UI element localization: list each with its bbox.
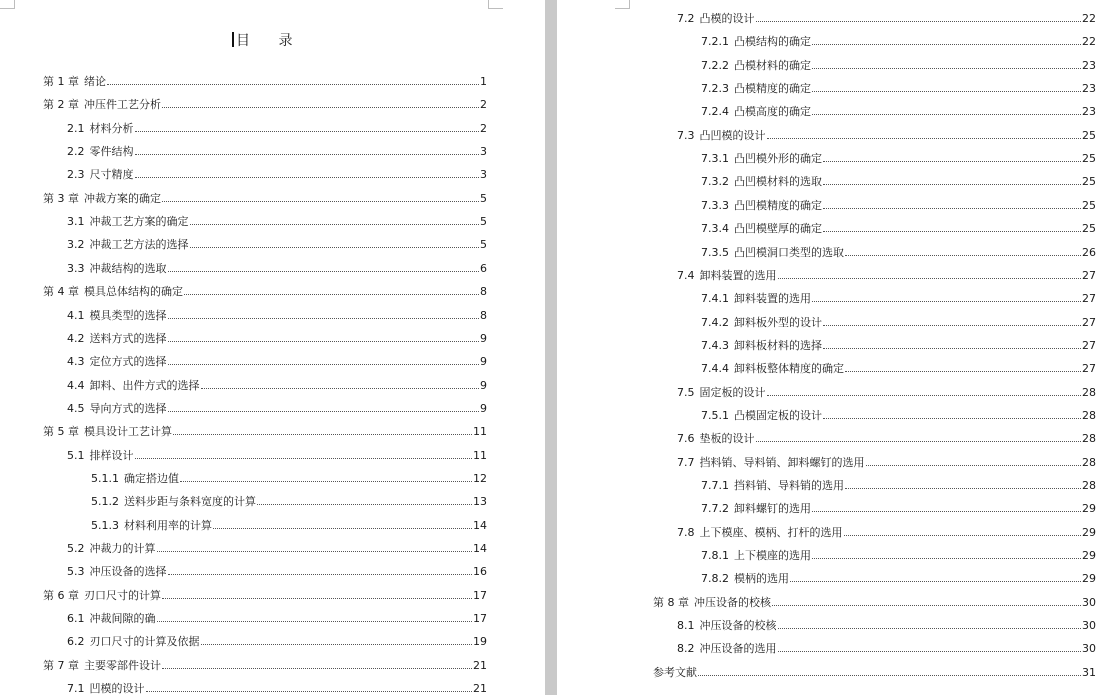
toc-entry-page: 28 [1082, 408, 1096, 422]
toc-entry-number: 5.1.2 [91, 495, 119, 509]
toc-leader-dots [162, 668, 472, 669]
toc-entry-title: 卸料、出件方式的选择 [89, 378, 200, 392]
toc-entry-number: 4.1 [67, 308, 85, 322]
toc-entry-page: 31 [1082, 665, 1096, 679]
toc-entry[interactable] [677, 526, 1096, 539]
toc-leader-dots [845, 488, 1081, 489]
toc-entry-title: 模具类型的选择 [89, 308, 167, 322]
toc-entry-page: 27 [1082, 338, 1096, 352]
toc-entry-title: 凸凹模外形的确定 [734, 152, 822, 166]
toc-entry[interactable] [701, 105, 1096, 118]
toc-entry[interactable] [677, 642, 1096, 655]
toc-entry-title: 凸模精度的确定 [734, 82, 811, 96]
toc-entry-page: 25 [1082, 222, 1096, 236]
toc-entry[interactable] [67, 449, 487, 462]
toc-entry[interactable] [677, 432, 1096, 445]
toc-entry[interactable] [677, 269, 1096, 282]
toc-entry[interactable] [701, 59, 1096, 72]
toc-entry-number: 6.1 [67, 612, 85, 626]
toc-leader-dots [772, 605, 1081, 606]
toc-leader-dots [823, 418, 1081, 419]
toc-leader-dots [823, 348, 1081, 349]
toc-entry-page: 9 [480, 401, 487, 415]
toc-entry[interactable] [67, 262, 487, 275]
toc-entry-title: 模柄的选用 [734, 572, 789, 586]
toc-entry-number: 7.3.5 [701, 245, 729, 259]
toc-entry-number: 4.5 [67, 401, 85, 415]
toc-entry-page: 9 [480, 378, 487, 392]
toc-entry-title: 冲压件工艺分析 [84, 98, 161, 112]
toc-leader-dots [173, 434, 472, 435]
toc-entry[interactable] [701, 549, 1096, 562]
toc-entry[interactable] [701, 409, 1096, 422]
toc-entry-title: 挡料销、导料销、卸料螺钉的选用 [699, 455, 865, 469]
toc-entry-number: 7.8.1 [701, 549, 729, 563]
toc-entry-title: 冲压设备的选用 [699, 642, 777, 656]
toc-entry-page: 27 [1082, 362, 1096, 376]
toc-entry-number: 7.3.4 [701, 222, 729, 236]
toc-entry-number: 8.2 [677, 642, 695, 656]
toc-entry-title: 尺寸精度 [89, 168, 134, 182]
toc-entry-number: 第 7 章 [43, 658, 79, 672]
toc-entry-page: 22 [1082, 35, 1096, 49]
toc-entry-number: 7.5.1 [701, 408, 729, 422]
toc-entry[interactable] [67, 402, 487, 415]
toc-entry-title: 卸料板整体精度的确定 [734, 362, 844, 376]
toc-entry-number: 5.1.3 [91, 518, 119, 532]
toc-entry-number: 7.3.1 [701, 152, 729, 166]
toc-entry-number: 7.3 [677, 128, 695, 142]
toc-entry-number: 第 8 章 [653, 595, 689, 609]
toc-leader-dots [767, 138, 1082, 139]
toc-leader-dots [180, 481, 472, 482]
toc-entry-page: 1 [480, 75, 487, 88]
toc-entry-title: 凹模的设计 [89, 682, 145, 695]
toc-entry[interactable] [43, 192, 487, 205]
toc-entry[interactable] [67, 612, 487, 625]
toc-entry-number: 7.3.3 [701, 198, 729, 212]
toc-entry[interactable] [67, 565, 487, 578]
toc-entry-title: 凸凹模材料的选取 [734, 175, 822, 189]
toc-entry-number: 7.4.4 [701, 362, 729, 376]
toc-entry-title: 凸凹模壁厚的确定 [734, 222, 822, 236]
toc-entry-number: 3.3 [67, 261, 85, 275]
toc-leader-dots [812, 558, 1081, 559]
toc-entry-title: 凸凹模洞口类型的选取 [734, 245, 844, 259]
toc-entry-page: 21 [473, 682, 487, 695]
toc-leader-dots [778, 651, 1082, 652]
toc-entry[interactable] [701, 479, 1096, 492]
toc-entry-page: 27 [1082, 268, 1096, 282]
toc-entry-number: 第 2 章 [43, 98, 79, 112]
toc-entry-page: 2 [480, 121, 487, 135]
toc-entry-title: 冲压设备的校核 [699, 619, 777, 633]
toc-entry-page: 29 [1082, 549, 1096, 563]
toc-entry-title: 卸料板材料的选择 [734, 338, 822, 352]
toc-entry-number: 7.4 [677, 268, 695, 282]
toc-entry-page: 9 [480, 355, 487, 369]
toc-entry-page: 14 [473, 518, 487, 532]
toc-entry[interactable] [67, 542, 487, 555]
toc-entry-page: 30 [1082, 642, 1096, 656]
toc-entry-title: 冲裁力的计算 [89, 542, 156, 555]
toc-entry-number: 7.3.2 [701, 175, 729, 189]
toc-leader-dots [845, 255, 1081, 256]
toc-leader-dots [812, 44, 1081, 45]
toc-entry-page: 16 [473, 565, 487, 579]
toc-entry-title: 送料方式的选择 [89, 331, 167, 345]
toc-entry-number: 7.4.1 [701, 292, 729, 306]
toc-entry-number: 7.4.3 [701, 338, 729, 352]
toc-entry-number: 7.1 [67, 682, 85, 695]
toc-leader-dots [201, 388, 480, 389]
toc-entry-title: 凸模材料的确定 [734, 58, 811, 72]
toc-entry-page: 11 [473, 425, 487, 439]
toc-entry-page: 17 [473, 612, 487, 626]
toc-entry-page: 12 [473, 471, 487, 485]
toc-entry[interactable] [677, 12, 1096, 25]
toc-entry[interactable] [43, 75, 487, 88]
toc-entry-title: 卸料板外型的设计 [734, 315, 822, 329]
toc-entry-title: 导向方式的选择 [89, 401, 167, 415]
toc-entry-page: 2 [480, 98, 487, 112]
toc-entry[interactable] [43, 659, 487, 672]
toc-leader-dots [168, 341, 480, 342]
toc-entry-title: 材料利用率的计算 [124, 518, 212, 532]
toc-entry-number: 5.2 [67, 542, 85, 555]
toc-entry[interactable] [43, 589, 487, 602]
toc-entry-title: 凸模高度的确定 [734, 105, 811, 119]
toc-entry-page: 21 [473, 658, 487, 672]
toc-entry-title: 冲裁方案的确定 [84, 191, 161, 205]
toc-entry-title: 卸料装置的选用 [699, 268, 777, 282]
toc-entry[interactable] [67, 635, 487, 648]
toc-entry[interactable] [91, 495, 487, 508]
toc-entry[interactable] [677, 456, 1096, 469]
toc-entry-title: 模具设计工艺计算 [84, 425, 172, 439]
toc-entry-title: 垫板的设计 [699, 432, 755, 446]
toc-entry-page: 30 [1082, 595, 1096, 609]
toc-entry-page: 13 [473, 495, 487, 509]
toc-entry[interactable] [701, 152, 1096, 165]
toc-entry-number: 7.2.1 [701, 35, 729, 49]
toc-leader-dots [823, 231, 1081, 232]
toc-entry-title: 材料分析 [89, 121, 134, 135]
toc-leader-dots [756, 441, 1082, 442]
toc-entry-number: 第 5 章 [43, 425, 79, 439]
toc-entry[interactable] [91, 472, 487, 485]
toc-leader-dots [135, 131, 480, 132]
toc-title: 目 录 [232, 30, 304, 50]
toc-leader-dots [168, 574, 473, 575]
text-cursor [232, 32, 234, 47]
toc-entry-page: 23 [1082, 82, 1096, 96]
toc-entry[interactable] [677, 619, 1096, 632]
toc-leader-dots [157, 551, 473, 552]
toc-leader-dots [866, 465, 1082, 466]
toc-leader-dots [812, 511, 1081, 512]
toc-entry-number: 5.3 [67, 565, 85, 579]
toc-entry[interactable] [67, 145, 487, 158]
toc-entry-title: 零件结构 [89, 145, 134, 159]
toc-entry-title: 凸模结构的确定 [734, 35, 811, 49]
toc-entry[interactable] [91, 519, 487, 532]
toc-leader-dots [184, 294, 479, 295]
toc-leader-dots [201, 644, 473, 645]
toc-entry[interactable] [67, 355, 487, 368]
toc-entry[interactable] [43, 425, 487, 438]
toc-entry-number: 7.2 [677, 12, 695, 25]
toc-leader-dots [213, 528, 472, 529]
toc-entry-page: 17 [473, 588, 487, 602]
toc-entry[interactable] [701, 316, 1096, 329]
toc-entry-title: 凸模的设计 [699, 12, 755, 25]
toc-entry-title: 定位方式的选择 [89, 355, 167, 369]
toc-leader-dots [168, 271, 480, 272]
toc-entry-title: 上下模座的选用 [734, 549, 811, 563]
page-corner-mark [0, 0, 15, 9]
toc-entry[interactable] [701, 572, 1096, 585]
toc-entry-number: 2.3 [67, 168, 85, 182]
toc-entry-title: 冲压设备的校核 [694, 595, 771, 609]
toc-entry[interactable] [67, 682, 487, 695]
toc-leader-dots [778, 628, 1082, 629]
toc-leader-dots [756, 21, 1082, 22]
toc-leader-dots [823, 161, 1081, 162]
toc-entry-page: 25 [1082, 128, 1096, 142]
toc-leader-dots [823, 325, 1081, 326]
toc-leader-dots [168, 364, 480, 365]
toc-leader-dots [812, 91, 1081, 92]
toc-entry-page: 14 [473, 542, 487, 555]
toc-entry[interactable] [701, 82, 1096, 95]
toc-entry[interactable] [67, 332, 487, 345]
toc-entry-number: 7.2.3 [701, 82, 729, 96]
toc-leader-dots [107, 84, 479, 85]
toc-leader-dots [168, 411, 480, 412]
toc-entry[interactable] [653, 666, 1096, 679]
toc-entry-page: 22 [1082, 12, 1096, 25]
toc-entry-page: 6 [480, 261, 487, 275]
toc-leader-dots [135, 177, 480, 178]
toc-entry-number: 第 4 章 [43, 285, 79, 299]
toc-entry-number: 7.7 [677, 455, 695, 469]
toc-entry-number: 7.7.2 [701, 502, 729, 516]
toc-entry-number: 3.2 [67, 238, 85, 252]
toc-entry-page: 28 [1082, 479, 1096, 492]
toc-entry-number: 6.2 [67, 635, 85, 649]
toc-entry[interactable] [701, 199, 1096, 212]
toc-entry-page: 25 [1082, 175, 1096, 189]
toc-entry[interactable] [677, 386, 1096, 399]
toc-entry-page: 19 [473, 635, 487, 649]
toc-entry[interactable] [653, 596, 1096, 609]
toc-entry-number: 7.8.2 [701, 572, 729, 586]
toc-entry-page: 28 [1082, 455, 1096, 469]
toc-leader-dots [168, 318, 480, 319]
toc-entry[interactable] [67, 379, 487, 392]
toc-entry-page: 29 [1082, 502, 1096, 516]
toc-entry-title: 冲压设备的选择 [89, 565, 167, 579]
toc-entry-title: 参考文献 [653, 665, 697, 679]
toc-entry[interactable] [43, 98, 487, 111]
toc-entry[interactable] [701, 362, 1096, 375]
toc-entry-page: 8 [480, 285, 487, 299]
toc-entry-title: 冲裁工艺方法的选择 [89, 238, 189, 252]
document-page-right [557, 0, 1120, 695]
toc-entry-title: 卸料螺钉的选用 [734, 502, 811, 516]
toc-entry-page: 5 [480, 215, 487, 229]
toc-entry-page: 8 [480, 308, 487, 322]
toc-entry-title: 冲裁间隙的确 [89, 612, 156, 626]
toc-entry-number: 2.2 [67, 145, 85, 159]
toc-leader-dots [257, 504, 472, 505]
toc-entry-number: 7.5 [677, 385, 695, 399]
toc-entry-number: 4.4 [67, 378, 85, 392]
toc-entry-number: 4.2 [67, 331, 85, 345]
toc-entry-number: 8.1 [677, 619, 695, 633]
toc-leader-dots [812, 114, 1081, 115]
toc-entry[interactable] [67, 168, 487, 181]
toc-entry[interactable] [701, 502, 1096, 515]
toc-entry-page: 23 [1082, 58, 1096, 72]
toc-entry[interactable] [701, 246, 1096, 259]
toc-entry[interactable] [701, 175, 1096, 188]
toc-entry-page: 29 [1082, 525, 1096, 539]
toc-entry-number: 7.8 [677, 525, 695, 539]
toc-entry[interactable] [43, 285, 487, 298]
toc-leader-dots [698, 675, 1081, 676]
toc-entry-page: 5 [480, 238, 487, 252]
toc-entry-page: 29 [1082, 572, 1096, 586]
page-gap [545, 0, 557, 695]
toc-entry-number: 4.3 [67, 355, 85, 369]
toc-entry-number: 7.7.1 [701, 479, 729, 492]
toc-entry-number: 7.2.4 [701, 105, 729, 119]
toc-entry-number: 3.1 [67, 215, 85, 229]
toc-entry-page: 3 [480, 145, 487, 159]
toc-leader-dots [146, 691, 473, 692]
toc-entry-title: 刃口尺寸的计算及依据 [89, 635, 200, 649]
toc-entry-number: 2.1 [67, 121, 85, 135]
toc-entry-page: 11 [473, 448, 487, 462]
toc-entry-title: 凸模固定板的设计 [734, 408, 822, 422]
toc-entry-title: 冲裁工艺方案的确定 [89, 215, 189, 229]
toc-entry-page: 26 [1082, 245, 1096, 259]
toc-leader-dots [845, 371, 1081, 372]
toc-entry-title: 刃口尺寸的计算 [84, 588, 161, 602]
toc-entry-page: 28 [1082, 432, 1096, 446]
document-page-left [0, 0, 545, 695]
toc-leader-dots [767, 395, 1082, 396]
toc-entry-page: 9 [480, 331, 487, 345]
toc-entry[interactable] [701, 292, 1096, 305]
toc-entry[interactable] [701, 35, 1096, 48]
toc-entry-page: 5 [480, 191, 487, 205]
toc-leader-dots [823, 208, 1081, 209]
toc-entry[interactable] [67, 309, 487, 322]
toc-entry-number: 7.6 [677, 432, 695, 446]
toc-entry-number: 第 1 章 [43, 75, 79, 88]
toc-entry-page: 27 [1082, 315, 1096, 329]
toc-entry-title: 上下模座、模柄、打杆的选用 [699, 525, 843, 539]
toc-entry-page: 28 [1082, 385, 1096, 399]
toc-entry-title: 冲裁结构的选取 [89, 261, 167, 275]
toc-entry-title: 确定搭边值 [124, 471, 179, 485]
toc-leader-dots [162, 107, 479, 108]
toc-leader-dots [844, 535, 1082, 536]
toc-entry-page: 25 [1082, 198, 1096, 212]
toc-entry-title: 送料步距与条料宽度的计算 [124, 495, 256, 509]
toc-entry-page: 23 [1082, 105, 1096, 119]
toc-leader-dots [157, 621, 473, 622]
toc-entry[interactable] [67, 122, 487, 135]
page-corner-mark [615, 0, 630, 9]
toc-leader-dots [135, 458, 473, 459]
toc-entry-number: 第 6 章 [43, 588, 79, 602]
toc-leader-dots [812, 68, 1081, 69]
toc-entry-number: 第 3 章 [43, 191, 79, 205]
toc-entry-title: 模具总体结构的确定 [84, 285, 183, 299]
toc-leader-dots [190, 224, 480, 225]
toc-entry-page: 27 [1082, 292, 1096, 306]
toc-leader-dots [790, 581, 1081, 582]
toc-entry-title: 挡料销、导料销的选用 [734, 479, 844, 492]
toc-entry-number: 5.1 [67, 448, 85, 462]
toc-leader-dots [190, 247, 480, 248]
toc-leader-dots [823, 184, 1081, 185]
page-corner-mark [488, 0, 503, 9]
toc-entry[interactable] [67, 215, 487, 228]
toc-entry-number: 7.4.2 [701, 315, 729, 329]
toc-entry-title: 绪论 [84, 75, 106, 88]
toc-leader-dots [778, 278, 1082, 279]
toc-entry[interactable] [701, 339, 1096, 352]
toc-entry-title: 排样设计 [89, 448, 134, 462]
toc-entry-number: 7.2.2 [701, 58, 729, 72]
toc-leader-dots [135, 154, 480, 155]
toc-entry-page: 3 [480, 168, 487, 182]
toc-entry-title: 卸料装置的选用 [734, 292, 811, 306]
toc-entry[interactable] [67, 238, 487, 251]
toc-entry[interactable] [677, 129, 1096, 142]
toc-entry-title: 固定板的设计 [699, 385, 766, 399]
toc-leader-dots [812, 301, 1081, 302]
toc-leader-dots [162, 201, 479, 202]
toc-entry-number: 5.1.1 [91, 471, 119, 485]
toc-entry-page: 25 [1082, 152, 1096, 166]
toc-entry-title: 主要零部件设计 [84, 658, 161, 672]
toc-entry[interactable] [701, 222, 1096, 235]
toc-entry-title: 凸凹模的设计 [699, 128, 766, 142]
toc-leader-dots [162, 598, 472, 599]
toc-entry-title: 凸凹模精度的确定 [734, 198, 822, 212]
toc-entry-page: 30 [1082, 619, 1096, 633]
